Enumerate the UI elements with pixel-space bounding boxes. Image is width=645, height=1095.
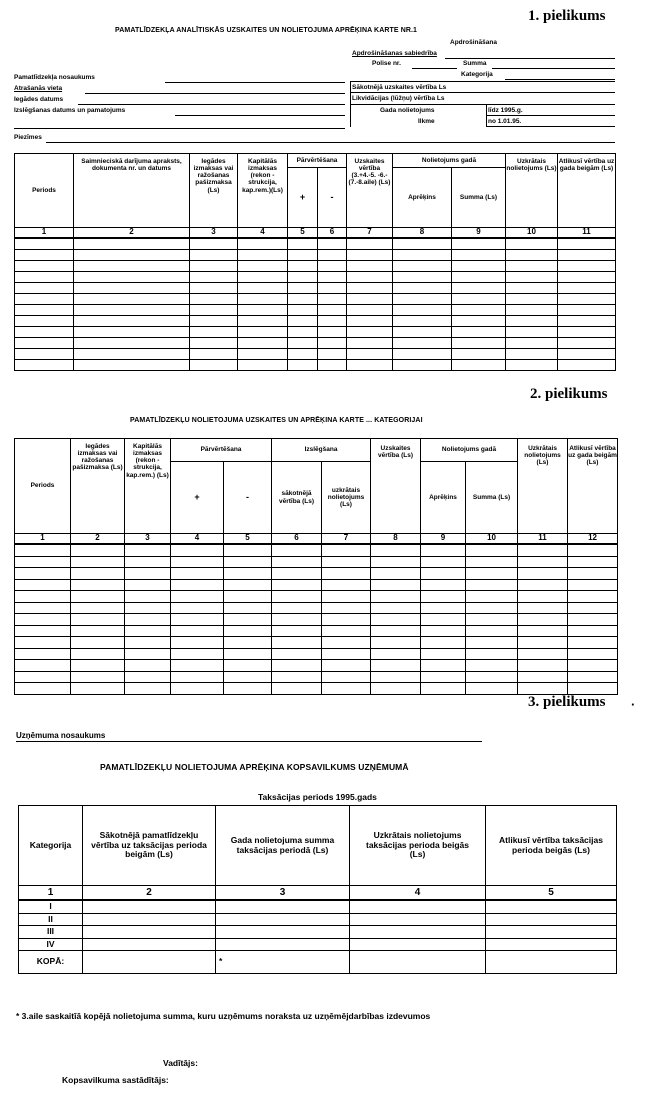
director-label: Vadītājs:: [163, 1058, 198, 1068]
table-row: [15, 648, 618, 660]
policy-no-label: Polise nr.: [372, 60, 401, 67]
table-row: [15, 625, 618, 637]
table-row: [15, 544, 618, 556]
table-row: [15, 579, 618, 591]
footnote: * 3.aile saskaitīā kopējā nolietojuma summa, kuru uzņēmums noraksta uz uzņēmējdarbības izdevumos: [16, 1011, 431, 1021]
category-label: II: [19, 913, 83, 926]
col-calculation: Aprēķins: [421, 462, 466, 534]
appendix-1-empty-rows: [15, 238, 616, 371]
total-row: [19, 951, 617, 974]
col-number: 3: [190, 228, 238, 239]
col-residual: Atlikusī vērtība uz gada beigām (Ls): [568, 439, 618, 534]
table-row: [15, 261, 616, 272]
table-row: [15, 238, 616, 250]
col-number: 1: [15, 534, 71, 545]
bullet-mark: ·: [631, 697, 636, 712]
col-number: 7: [347, 228, 393, 239]
col-capital-costs: Kapitālās izmaksas (rekon - strukcija, kap.rem.) (Ls): [125, 439, 171, 534]
table-row: [15, 250, 616, 261]
col-number: 4: [171, 534, 224, 545]
col-number: 5: [224, 534, 272, 545]
col-category: Kategorija: [19, 806, 83, 886]
appendix-3-title: PAMATLĪDZEKĻU NOLIETOJUMA APRĒĶINA KOPSAVILKUMS UZŅĒMUMĀ: [100, 762, 409, 772]
col-accumulated: Uzkrātais nolietojums (Ls): [518, 439, 568, 534]
table-row: [15, 272, 616, 283]
col-number: 10: [466, 534, 518, 545]
col-annual-dep: Nolietojums gadā: [393, 154, 506, 168]
appendix-2-title: PAMATLĪDZEKĻU NOLIETOJUMA UZSKAITES UN APRĒĶINA KARTE ... KATEGORIJAI: [130, 417, 423, 424]
location-label: Atrašanās vieta: [14, 85, 63, 92]
table-row: [15, 360, 616, 371]
column-number-row: [19, 886, 617, 901]
col-number: 2: [83, 886, 216, 901]
company-name-label: Uzņēmuma nosaukums: [16, 731, 106, 740]
col-accumulated: Uzkrātais nolietojums taksācijas perioda beigās (Ls): [350, 806, 486, 886]
insurance-label: Apdrošināšana: [450, 39, 497, 46]
table-row: [15, 683, 618, 695]
col-calculation: Aprēķins: [393, 168, 452, 228]
notes-label: Piezīmes: [14, 134, 42, 141]
appendix-1-title: PAMATLĪDZEKĻA ANALĪTISKĀS UZSKAITES UN NOLIETOJUMA APRĒĶINA KARTE NR.1: [115, 27, 418, 34]
col-number: 8: [393, 228, 452, 239]
col-book-value: Uzskaites vērtība (3.+4.-5. -6.-(7.-8.aile) (Ls): [347, 154, 393, 228]
total-label: KOPĀ:: [19, 951, 83, 974]
col-annual-dep: Gada nolietojuma summa taksācijas periodā (Ls): [216, 806, 350, 886]
appendix-2-empty-rows: [15, 544, 618, 694]
col-business-event: Saimnieciskā darījuma apraksts, dokumenta nr. un datums: [74, 154, 190, 228]
table-row: [15, 614, 618, 626]
tax-period-label: Taksācijas periods 1995.gads: [258, 792, 377, 802]
appendix-3-table: [18, 805, 617, 974]
lifetime-label: Ilkme: [418, 118, 435, 125]
col-residual: Atlikusī vērtība taksācijas perioda beigās (Ls): [486, 806, 617, 886]
col-accumulated: Uzkrātais nolietojums (Ls): [506, 154, 558, 228]
table-row: [15, 556, 618, 568]
col-number: 9: [421, 534, 466, 545]
col-annual-dep: Nolietojums gadā: [421, 439, 518, 462]
col-number: 12: [568, 534, 618, 545]
col-minus: -: [318, 168, 347, 228]
col-residual: Atlikusī vērtība uz gada beigām (Ls): [558, 154, 616, 228]
acquisition-date-label: Iegādes datums: [14, 96, 64, 103]
liquidation-value-label: Likvidācijas (lūžņu) vērtība Ls: [352, 95, 445, 102]
col-number: 11: [558, 228, 616, 239]
col-number: 11: [518, 534, 568, 545]
col-period: Periods: [15, 154, 74, 228]
amount-label: Summa: [463, 60, 487, 67]
col-capital-costs: Kapitālās izmaksas (rekon - strukcija, kap.rem.)(Ls): [238, 154, 288, 228]
table-row: [15, 327, 616, 338]
col-minus: -: [224, 462, 272, 534]
table-row: [19, 913, 617, 926]
col-number: 3: [216, 886, 350, 901]
col-revaluation: Pārvērtēšana: [288, 154, 347, 168]
col-number: 9: [452, 228, 506, 239]
col-book-value: Uzskaites vērtība (Ls): [371, 439, 421, 534]
column-number-row: [15, 534, 618, 545]
column-number-row: [15, 228, 616, 239]
col-plus: +: [171, 462, 224, 534]
col-disposal: Izslēgšana: [272, 439, 371, 462]
table-row: [15, 568, 618, 580]
col-accumulated-dep: uzkrātais nolietojums (Ls): [322, 462, 371, 534]
col-number: 7: [322, 534, 371, 545]
col-number: 5: [288, 228, 318, 239]
col-number: 4: [350, 886, 486, 901]
col-number: 10: [506, 228, 558, 239]
table-row: [19, 900, 617, 913]
insurer-label: Apdrošināšanas sabiedrība: [352, 50, 437, 57]
asset-name-label: Pamatlīdzekļa nosaukums: [14, 74, 95, 81]
table-row: [19, 926, 617, 939]
col-number: 6: [318, 228, 347, 239]
col-initial-value: Sākotnējā pamatlīdzekļu vērtība uz taksācijas perioda beigām (Ls): [83, 806, 216, 886]
table-row: [15, 660, 618, 672]
col-number: 2: [74, 228, 190, 239]
table-row: [15, 349, 616, 360]
col-revaluation: Pārvērtēšana: [171, 439, 272, 462]
col-number: 4: [238, 228, 288, 239]
col-number: 2: [71, 534, 125, 545]
col-number: 3: [125, 534, 171, 545]
appendix-3-heading: 3. pielikums: [528, 694, 606, 710]
col-number: 6: [272, 534, 322, 545]
compiler-label: Kopsavilkuma sastādītājs:: [62, 1075, 169, 1085]
annual-depreciation-label: Gada nolietojums: [380, 107, 435, 114]
table-row: [15, 294, 616, 305]
category-label: Kategorija: [461, 71, 493, 78]
category-label: IV: [19, 938, 83, 951]
appendix-1-heading: 1. pielikums: [528, 8, 606, 24]
col-number: 1: [15, 228, 74, 239]
asterisk-mark: *: [216, 951, 350, 974]
table-row: [15, 283, 616, 294]
category-label: I: [19, 900, 83, 913]
col-acquisition-costs: Iegādes izmaksas vai ražošanas pašizmaksa (Ls): [190, 154, 238, 228]
table-row: [15, 671, 618, 683]
col-number: 8: [371, 534, 421, 545]
col-number: 5: [486, 886, 617, 901]
table-row: [15, 305, 616, 316]
table-row: [15, 316, 616, 327]
table-row: [15, 637, 618, 649]
col-initial-value: sākotnējā vērtība (Ls): [272, 462, 322, 534]
appendix-2-heading: 2. pielikums: [530, 386, 608, 402]
appendix-1-table: [14, 153, 616, 371]
table-row: [15, 602, 618, 614]
col-acquisition-costs: Iegādes izmaksas vai ražošanas pašizmaksa (Ls): [71, 439, 125, 534]
col-sum: Summa (Ls): [452, 168, 506, 228]
col-plus: +: [288, 168, 318, 228]
col-sum: Summa (Ls): [466, 462, 518, 534]
table-row: [19, 938, 617, 951]
col-period: Periods: [15, 439, 71, 534]
col-number: 1: [19, 886, 83, 901]
initial-value-label: Sākotnējā uzskaites vērtība Ls: [352, 84, 447, 91]
disposal-date-label: Izslēgšanas datums un pamatojums: [14, 107, 126, 114]
from-label: no 1.01.95.: [488, 118, 522, 125]
category-label: III: [19, 926, 83, 939]
until-label: līdz 1995.g.: [488, 107, 523, 114]
appendix-2-table: [14, 438, 618, 695]
table-row: [15, 338, 616, 349]
table-row: [15, 591, 618, 603]
